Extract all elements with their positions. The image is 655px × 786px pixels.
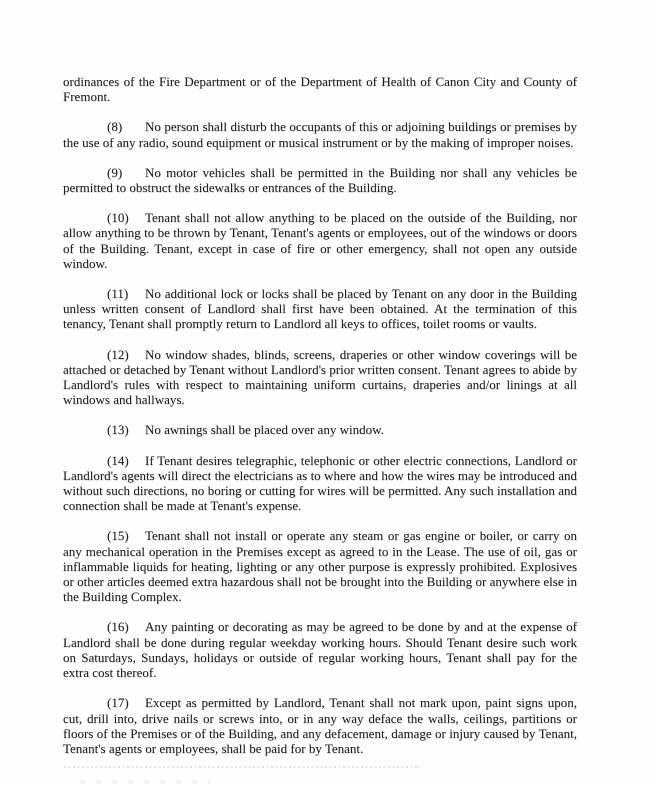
clause-paragraph-15 (63, 528, 577, 604)
clause-paragraph-9 (63, 165, 577, 195)
clause-number: (16) (107, 619, 129, 635)
scan-artifact-line (64, 766, 420, 768)
clause-number: (10) (107, 210, 129, 226)
clause-text: Any painting or decorating as may be agreed to be done by and at the expense of Landlord shall be done during regular weekday working hours. Should Tenant desire such work on Saturdays, Sundays, holidays or outside of regular working hours, Tenant shall pay for the extra cost thereof. (63, 619, 577, 681)
clause-paragraph-12 (63, 347, 577, 408)
clause-text: No window shades, blinds, screens, draperies or other window coverings will be attached or detached by Tenant without Landlord's prior written consent. Tenant agrees to abide by Landlord's rules with respect to maintaining uniform curtains, draperies and/or linings at all windows and hallways. (63, 346, 577, 408)
clause-paragraph-8 (63, 119, 577, 149)
clause-text: Tenant shall not allow anything to be placed on the outside of the Building, nor allow anything to be thrown by Tenant, Tenant's agents or employees, out of the windows or doors of the Building. Tenant, except in case of fire or other emergency, shall not open any outside window. (63, 210, 577, 271)
clause-number: (17) (107, 695, 129, 711)
clause-paragraph-14 (63, 453, 577, 514)
clause-text: Tenant shall not install or operate any steam or gas engine or boiler, or carry on any mechanical operation in the Premises except as agreed to in the Lease. The use of oil, gas or inflammable liquids for heating, lighting or any other purpose is expressly prohibited. Explosives or other articles deemed extra hazardous shall not be brought into the Building or anywhere else in the Building Complex. (63, 528, 577, 605)
clause-number: (11) (107, 286, 129, 302)
clause-text: No additional lock or locks shall be placed by Tenant on any door in the Building unless written consent of Landlord shall first have been obtained. At the termination of this tenancy, Tenant shall promptly return to Landlord all keys to offices, toilet rooms or vaults. (63, 286, 577, 332)
clause-paragraph-11 (63, 286, 577, 332)
clause-number: (8) (107, 119, 123, 135)
clause-number: (9) (107, 164, 123, 180)
document-text-block (63, 74, 577, 756)
clause-number: (12) (107, 346, 129, 362)
clause-paragraph-17 (63, 695, 577, 756)
clause-text: Except as permitted by Landlord, Tenant shall not mark upon, paint signs upon, cut, drill into, drive nails or screws into, or in any way deface the walls, ceilings, partitions or floors of the Premises or of the Building, and any defacement, damage or injury caused by Tenant, Tenant's agents or employees, shall be paid for by Tenant. (63, 695, 577, 756)
clause-number: (15) (107, 528, 129, 544)
clause-text: No motor vehicles shall be permitted in the Building nor shall any vehicles be permitted to obstruct the sidewalks or entrances of the Building. (63, 164, 577, 196)
clause-text: No awnings shall be placed over any window. (145, 422, 384, 438)
scan-artifact-smudge (80, 780, 210, 784)
clause-number: (14) (107, 452, 129, 468)
intro-continuation-paragraph: ordinances of the Fire Department or of the Department of Health of Canon City and County of Fremont. (63, 74, 577, 105)
clause-text: If Tenant desires telegraphic, telephonic or other electric connections, Landlord or Landlord's agents will direct the electricians as to where and how the wires may be introduced and without such directions, no boring or cutting for wires will be permitted. Any such installation and connection shall be made at Tenant's expense. (63, 452, 577, 514)
clause-number: (13) (107, 422, 129, 438)
clause-text: No person shall disturb the occupants of this or adjoining buildings or premises by the use of any radio, sound equipment or musical instrument or by the making of improper noises. (63, 119, 577, 150)
clause-paragraph-16 (63, 619, 577, 680)
clause-paragraph-13 (63, 422, 577, 437)
clause-paragraph-10 (63, 210, 577, 271)
